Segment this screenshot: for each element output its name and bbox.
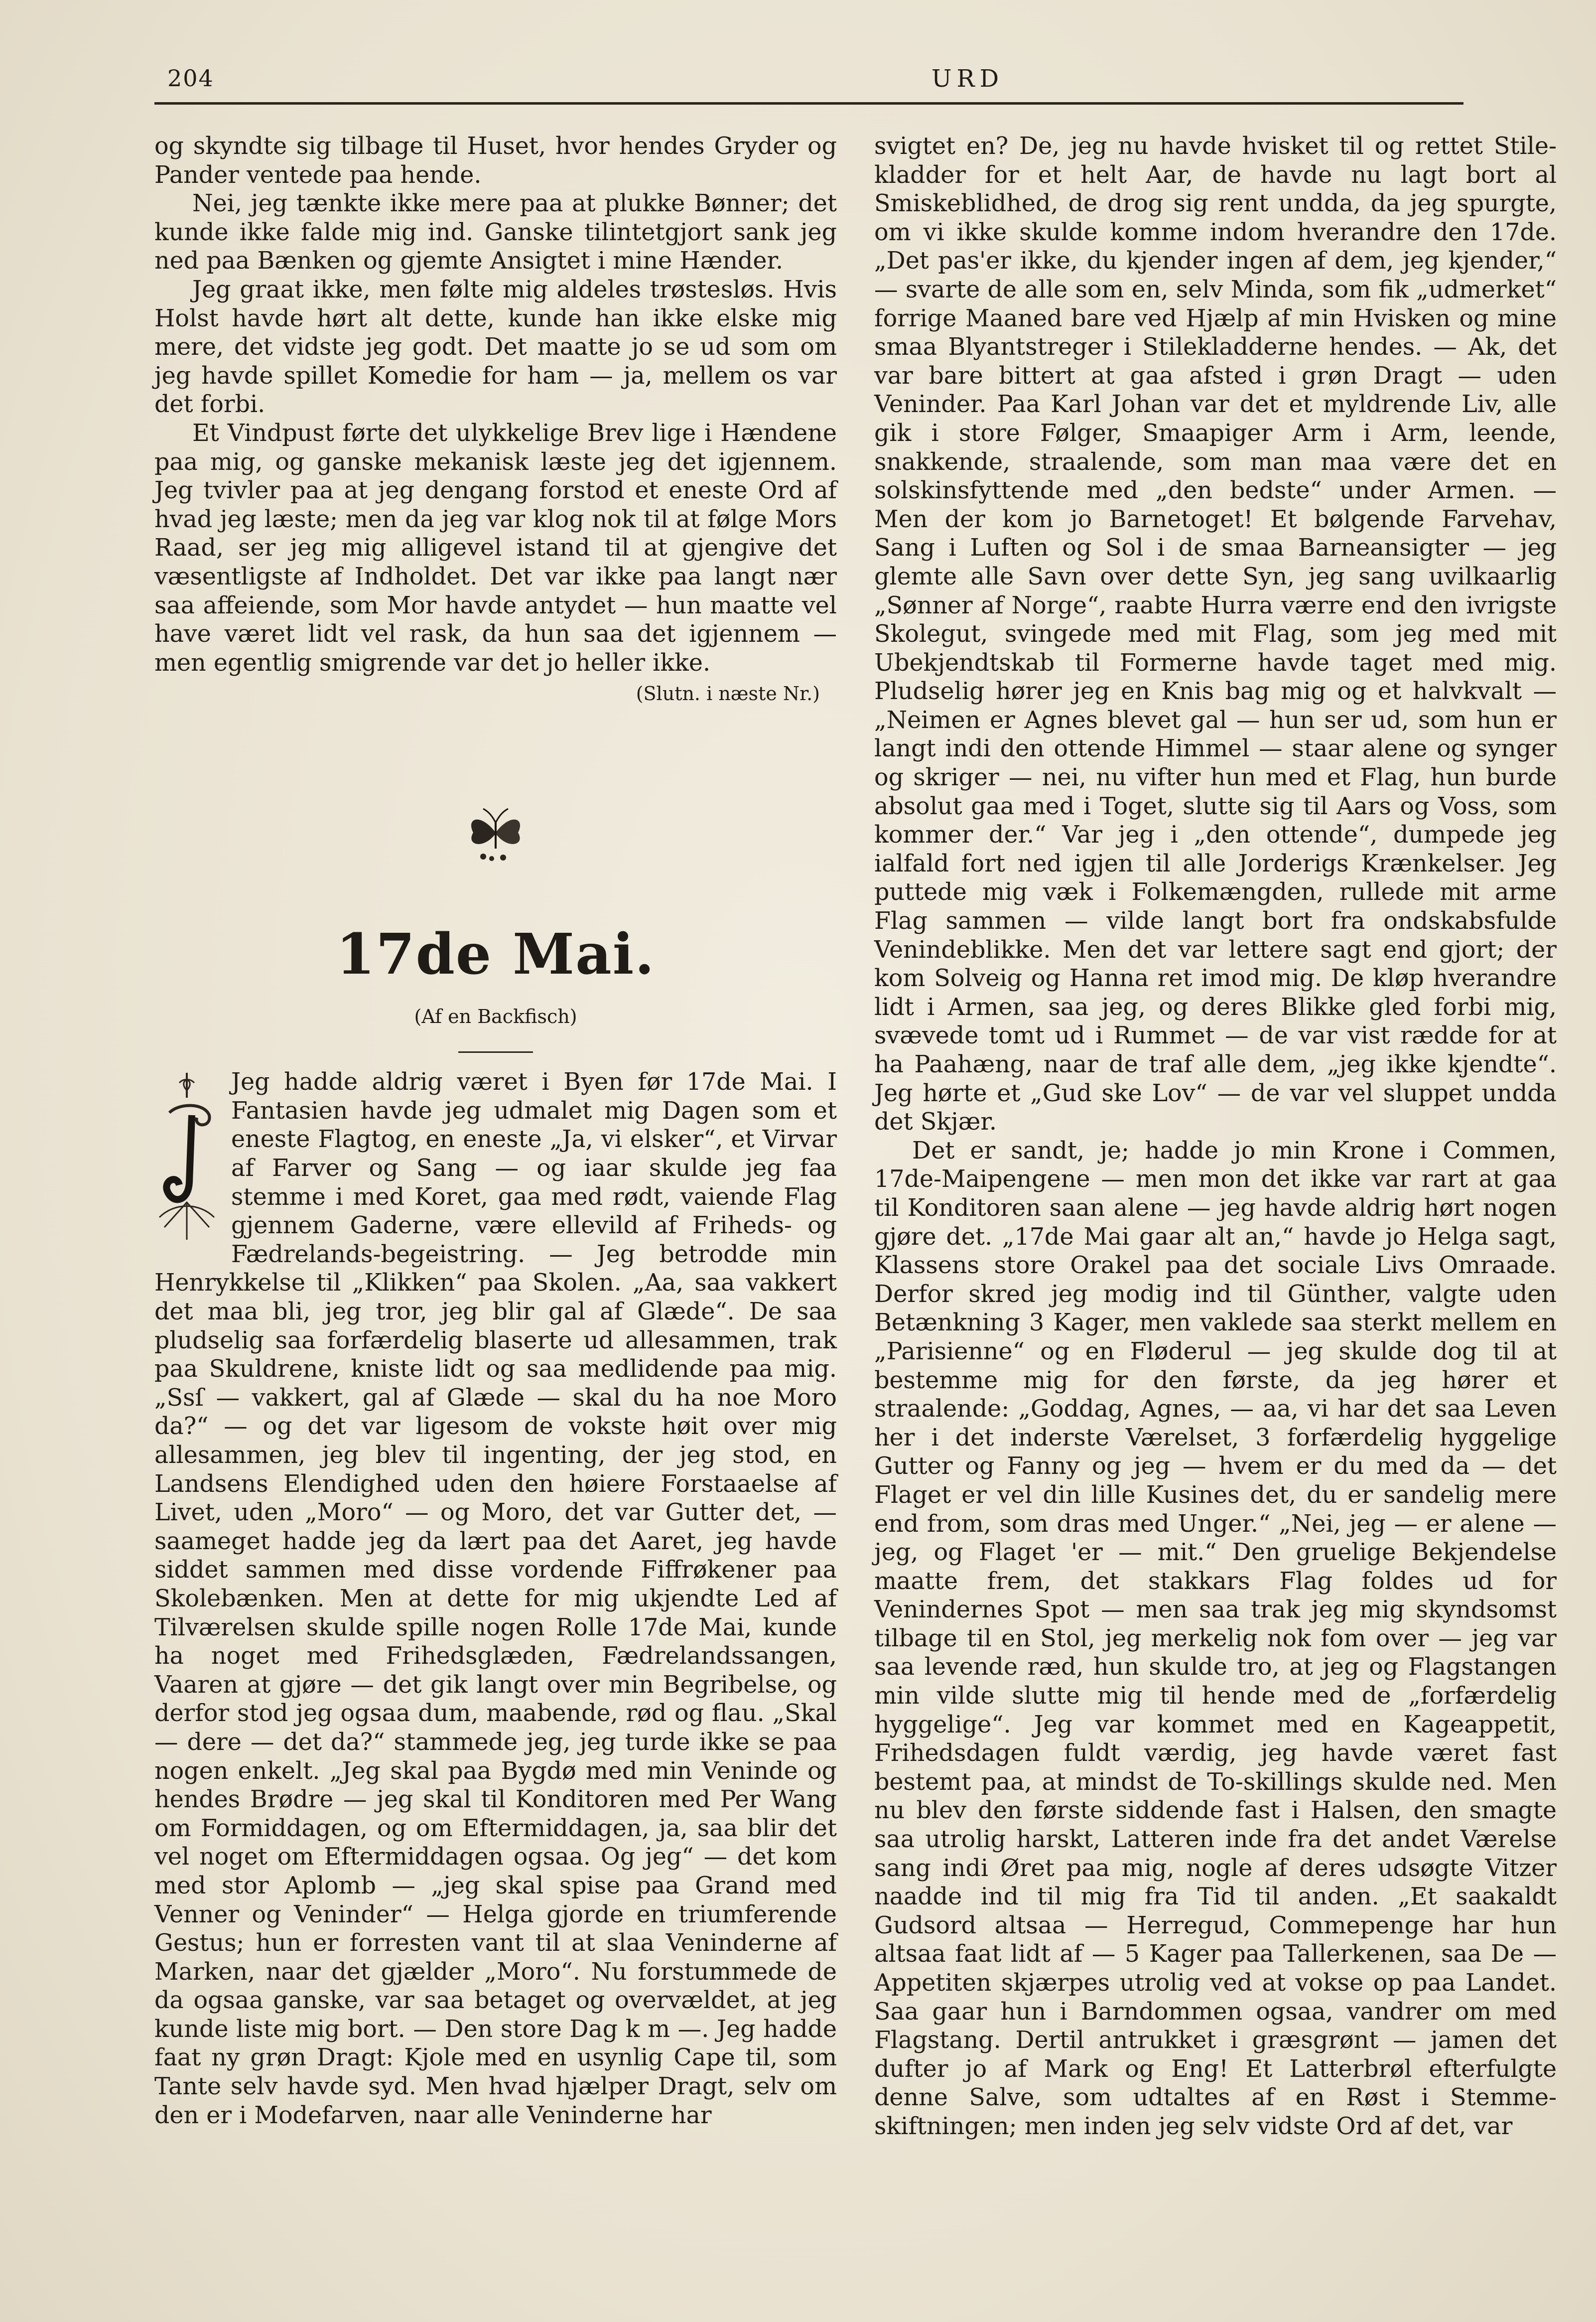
paragraph: og skyndte sig tilbage til Huset, hvor hendes Gryder og Pander ventede paa hende. <box>154 133 837 189</box>
continued-note: (Slutn. i næste Nr.) <box>636 683 820 705</box>
running-header <box>154 65 1450 100</box>
journal-title: URD <box>931 65 1004 93</box>
article-subtitle: (Af en Backfisch) <box>414 1006 577 1028</box>
paragraph: Nei, jeg tænkte ikke mere paa at plukke Bønner; det kunde ikke falde mig ind. Ganske tilintetgjort sank jeg ned paa Bænken og gjemte Ansigtet i mine Hænder. <box>154 190 837 275</box>
title-rule <box>458 1051 533 1053</box>
paragraph: svigtet en? De, jeg nu havde hvisket til og rettet Stile-kladder for et helt Aar, de havde nu lagt bort al Smiskeblidhed, de drog sig rent undda, da jeg spurgte, om vi ikke skulde komme indom hverandre den 17de. „Det pas'er ikke, du kjender ingen af dem, jeg kjender,“ — svarte de alle som en, selv Minda, som fik „udmerket“ forrige Maaned bare ved Hjælp af min Hvisken og mine smaa Blyantstreger i Stilekladderne hendes. — Ak, det var bare bittert at gaa afsted i grøn Dragt — uden Veninder. Paa Karl Johan var det et myldrende Liv, alle gik i store Følger, Smaapiger Arm i Arm, leende, snakkende, straalende, som man maa være det en solskinsfyttende med „den bedste“ under Armen. — Men der kom jo Barnetoget! Et bølgende Farvehav, Sang i Luften og Sol i de smaa Barneansigter — jeg glemte alle Savn over dette Syn, jeg sang uvilkaarlig „Sønner af Norge“, raabte Hurra værre end den ivrigste Skolegut, svingede med mit Flag, som jeg med mit Ubekjendtskab til Formerne havde taget med mig. Pludselig hører jeg en Knis bag mig og et halvkvalt — „Neimen er Agnes blevet gal — hun ser ud, som hun er langt indi den ottende Himmel — staar alene og synger og skriger — nei, nu vifter hun med et Flag, hun burde absolut gaa med i Toget, slutte sig til Aars og Voss, som kommer der.“ Var jeg i „den ottende“, dumpede jeg ialfald fort ned igjen til alle Jorderigs Krænkelser. Jeg puttede mig væk i Folkemængden, rullede mit arme Flag sammen — vilde langt bort fra ondskabsfulde Venindeblikke. Men det var lettere sagt end gjort; der kom Solveig og Hanna ret imod mig. De kløp hverandre lidt i Armen, saa jeg, og deres Blikke gled forbi mig, svævede tomt ud i Rummet — de var vist rædde for at ha Paahæng, naar de traf alle dem, „jeg ikke kjendte“. Jeg hørte et „Gud ske Lov“ — de var vel sluppet undda det Skjær. <box>874 133 1557 1136</box>
decorative-initial-icon <box>149 1068 224 1242</box>
butterfly-ornament-icon <box>461 803 531 863</box>
article-title: 17de Mai. <box>336 922 656 988</box>
article-paragraph: Jeg hadde aldrig været i Byen før 17de Mai. I Fantasien havde jeg udmalet mig Dagen som et eneste Flagtog, en eneste „Ja, vi elsker“, et Virvar af Farver og Sang — og iaar skulde jeg faa stemme i med Koret, gaa med rødt, vaiende Flag gjennem Gaderne, være ellevild af Friheds- og Fædrelands-begeistring. — Jeg betrodde min Henrykkelse til „Klikken“ paa Skolen. „Aa, saa vakkert det maa bli, jeg tror, jeg blir gal af Glæde“. De saa pludselig saa forfærdelig blaserte ud allesammen, trak paa Skuldrene, knistе lidt og saa medlidende paa mig. „Ssſ — vakkert, gal af Glæde — skal du ha noe Moro da?“ — og det var ligesom de vokste høit over mig allesammen, jeg blev til ingenting, der jeg stod, en Landsens Elendighed uden den høiere Forstaaelse af Livet, uden „Moro“ — og Moro, det var Gutter det, — saameget hadde jeg da lært paa det Aaret, jeg havde siddet sammen med disse vordende Fiffrøkener paa Skolebænken. Men at dette for mig ukjendte Led af Tilværelsen skulde spille nogen Rolle 17de Mai, kunde ha noget med Frihedsglæden, Fædrelandssangen, Vaaren at gjøre — det gik langt over min Begribelse, og derfor stod jeg ogsaa dum, maabende, rød og flau. „Skal — dere — det da?“ stammede jeg, jeg turde ikke se paa nogen enkelt. „Jeg skal paa Bygdø med min Veninde og hendes Brødre — jeg skal til Konditoren med Per Wang om Formiddagen, og om Eftermiddagen, ja, saa blir det vel noget om Eftermiddagen ogsaa. Og jeg“ — det kom med stor Aplomb — „jeg skal spise paa Grand med Venner og Veninder“ — Helga gjorde en triumferende Gestus; hun er forresten vant til at slaa Veninderne af Marken, naar det gjælder „Moro“. Nu forstummede de da ogsaa ganske, var saa betaget og overvældet, at jeg kunde liste mig bort. — Den store Dag k m —. Jeg hadde faat ny grøn Dragt: Kjole med en usynlig Cape til, som Tante selv havde syd. Men hvad hjælper Dragt, selv om den er i Modefarven, naar alle Veninderne har <box>154 1068 837 2129</box>
page-number: 204 <box>167 65 214 92</box>
paragraph: Jeg graat ikke, men følte mig aldeles trøstesløs. Hvis Holst havde hørt alt dette, kunde han ikke elske mig mere, det vidste jeg godt. Det maatte jo se ud som om jeg havde spillet Komedie for ham — ja, mellem os var det forbi. <box>154 276 837 419</box>
right-column <box>874 132 1557 2141</box>
paragraph: Det er sandt, je; hadde jo min Krone i Commen, 17de-Maipengene — men mon det ikke var rart at gaa til Konditoren saan alene — jeg havde aldrig hørt nogen gjøre det. „17de Mai gaar alt an,“ havde jo Helga sagt, Klassens store Orakel paa det sociale Livs Omraade. Derfor skred jeg modig ind til Günther, valgte uden Betænkning 3 Kager, men vaklede saa sterkt mellem en „Parisienne“ og en Fløderul — jeg skulde dog til at bestemme mig for den første, da jeg hører et straalende: „Goddag, Agnes, — aa, vi har det saa Leven her i det inderste Værelset, 3 forfærdelig hyggelige Gutter og Fanny og jeg — hvem er du med da — det Flaget er vel din lille Kusines det, du er sandelig mere end from, som dras med Unger.“ „Nei, jeg — er alene — jeg, og Flaget 'er — mit.“ Den gruelige Bekjendelse maatte frem, det stakkars Flag foldes ud for Venindernes Spot — men saa trak jeg mig skyndsomst tilbage til en Stol, jeg merkelig nok fom over — jeg var saa levende ræd, hun skulde tro, at jeg og Flagstangen min vilde slutte mig til hende med de „forfærdelig hyggelige“. Jeg var kommet med en Kageappetit, Frihedsdagen fuldt værdig, jeg havde været fast bestemt paa, at mindst de To-skillings skulde ned. Men nu blev den første siddende fast i Halsen, den smagte saa utrolig harskt, Latteren inde fra det andet Værelse sang indi Øret paa mig, nogle af deres udsøgte Vitzer naadde ind til mig fra Tid til anden. „Et saakaldt Gudsord altsaa — Herregud, Commepenge har hun altsaa faat lidt af — 5 Kager paa Tallerkenen, saa De — Appetiten skjærpes utrolig ved at vokse op paa Landet. Saa gaar hun i Barndommen ogsaa, vandrer om med Flagstang. Dertil antrukket i græsgrønt — jamen det dufter jo af Mark og Eng! Et Latterbrøl efterfulgte denne Salve, som udtaltes af en Røst i Stemme-skiftningen; men inden jeg selv vidste Ord af det, var <box>874 1137 1557 2140</box>
header-rule <box>154 102 1463 105</box>
paragraph: Et Vindpust førte det ulykkelige Brev lige i Hændene paa mig, og ganske mekanisk læste jeg det igjennem. Jeg tvivler paa at jeg dengang forstod et eneste Ord af hvad jeg læste; men da jeg var klog nok til at følge Mors Raad, ser jeg mig alligevel istand til at gjengive det væsentligste af Indholdet. Det var ikke paa langt nær saa affeiende, som Mor havde antydet — hun maatte vel have været lidt vel rask, da hun saa det igjennem — men egentlig smigrende var det jo heller ikke. <box>154 419 837 677</box>
left-column <box>154 132 837 2130</box>
